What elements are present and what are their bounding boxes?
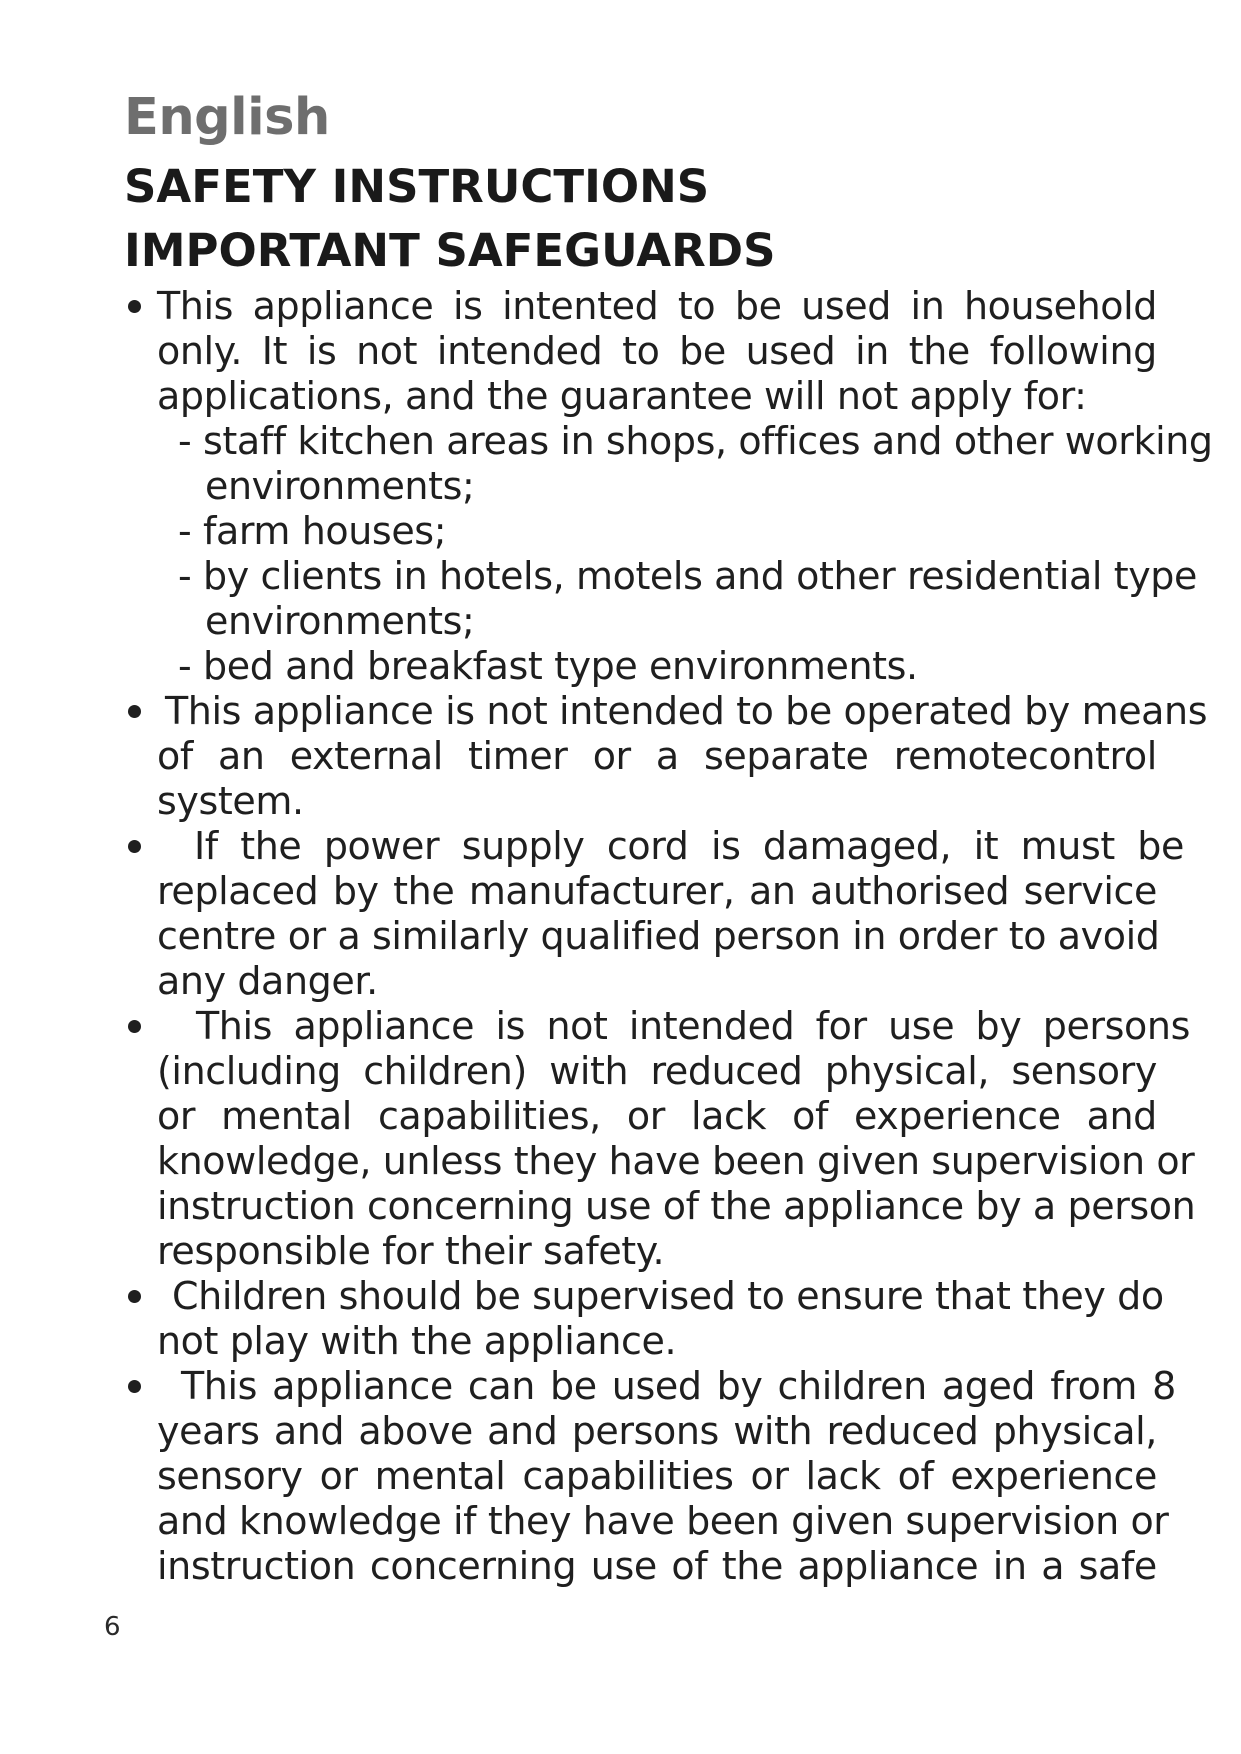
sub-item: - staff kitchen areas in shops, offices and other working <box>178 419 1213 463</box>
word: service <box>1023 869 1157 913</box>
word: reduced <box>826 1409 979 1453</box>
word: is <box>452 284 483 328</box>
text-line: and knowledge if they have been given supervision or <box>157 1499 1169 1543</box>
word: appliance <box>797 1544 979 1588</box>
word: following <box>989 329 1157 373</box>
word: power <box>323 824 440 868</box>
word: replaced <box>157 869 319 913</box>
text-line: instruction concerning use of the appliance by a person <box>157 1184 1196 1228</box>
word: sensory <box>1011 1049 1157 1093</box>
bullet-dot <box>128 1380 141 1393</box>
word: mental <box>221 1094 352 1138</box>
word: used <box>745 329 836 373</box>
word: by <box>332 869 379 913</box>
word: intended <box>436 329 603 373</box>
word: must <box>1020 824 1115 868</box>
word: This <box>181 1364 258 1408</box>
word: is <box>495 1004 526 1048</box>
word: external <box>289 734 443 778</box>
word: only. <box>157 329 243 373</box>
word: aged <box>941 1364 1036 1408</box>
word: of <box>792 1094 828 1138</box>
text-line <box>194 824 1184 869</box>
word: is <box>306 329 337 373</box>
word: appliance <box>293 1004 475 1048</box>
word: This <box>157 284 234 328</box>
word: and <box>487 1409 558 1453</box>
word: not <box>546 1004 608 1048</box>
word: to <box>622 329 660 373</box>
text-line <box>157 284 1157 329</box>
text-line <box>157 734 1157 779</box>
word: lack <box>805 1454 881 1498</box>
text-line <box>181 1364 1176 1409</box>
text-line: centre or a similarly qualified person in order to avoid <box>157 914 1160 958</box>
text-line <box>157 1544 1157 1589</box>
word: children) <box>363 1049 527 1093</box>
word: the <box>721 1544 783 1588</box>
text-line <box>157 869 1157 914</box>
word: experience <box>853 1094 1061 1138</box>
word: can <box>467 1364 535 1408</box>
sub-item: - bed and breakfast type environments. <box>178 644 918 688</box>
word: (including <box>157 1049 341 1093</box>
word: manufacturer, <box>468 869 735 913</box>
word: be <box>550 1364 597 1408</box>
word: authorised <box>810 869 1010 913</box>
page-number: 6 <box>104 1612 121 1642</box>
word: capabilities, <box>377 1094 601 1138</box>
sub-item-continuation: environments; <box>205 464 475 508</box>
word: use <box>888 1004 955 1048</box>
word: remotecontrol <box>893 734 1157 778</box>
word: instruction <box>157 1544 356 1588</box>
word: the <box>240 824 302 868</box>
word: reduced <box>650 1049 803 1093</box>
word: a <box>1041 1544 1065 1588</box>
word: sensory <box>157 1454 303 1498</box>
word: lack <box>690 1094 767 1138</box>
word: by <box>975 1004 1022 1048</box>
text-line: Children should be supervised to ensure that they do <box>172 1274 1164 1318</box>
word: and <box>273 1409 345 1453</box>
word: or <box>319 1454 358 1498</box>
text-line <box>157 1454 1157 1499</box>
text-line: responsible for their safety. <box>157 1229 665 1273</box>
word: physical, <box>824 1049 990 1093</box>
bullet-dot <box>128 840 141 853</box>
word: in <box>855 329 889 373</box>
bullet-dot <box>128 705 141 718</box>
word: an <box>749 869 796 913</box>
word: the <box>908 329 970 373</box>
section-subtitle: IMPORTANT SAFEGUARDS <box>124 224 776 277</box>
text-line: system. <box>157 779 304 823</box>
word: used <box>611 1364 702 1408</box>
word: a <box>655 734 679 778</box>
word: it <box>973 824 999 868</box>
word: safe <box>1078 1544 1157 1588</box>
text-line: applications, and the guarantee will not apply for: <box>157 374 1087 418</box>
word: persons <box>571 1409 719 1453</box>
word: or <box>592 734 631 778</box>
text-line <box>157 1094 1157 1139</box>
word: If <box>194 824 218 868</box>
word: cord <box>606 824 689 868</box>
word: with <box>733 1409 813 1453</box>
word: supply <box>461 824 585 868</box>
word: damaged, <box>762 824 952 868</box>
text-line: knowledge, unless they have been given supervision or <box>157 1139 1195 1183</box>
word: appliance <box>272 1364 453 1408</box>
word: be <box>734 284 782 328</box>
word: the <box>393 869 455 913</box>
word: to <box>677 284 716 328</box>
word: experience <box>950 1454 1157 1498</box>
word: and <box>1086 1094 1157 1138</box>
word: or <box>750 1454 789 1498</box>
text-line <box>157 329 1157 374</box>
word: or <box>626 1094 665 1138</box>
word: children <box>777 1364 927 1408</box>
word: 8 <box>1152 1364 1176 1408</box>
word: physical, <box>992 1409 1157 1453</box>
word: above <box>358 1409 473 1453</box>
word: of <box>897 1454 934 1498</box>
bullet-dot <box>128 300 141 313</box>
word: mental <box>374 1454 506 1498</box>
word: an <box>217 734 265 778</box>
word: of <box>671 1544 708 1588</box>
word: be <box>1137 824 1184 868</box>
word: intented <box>502 284 659 328</box>
word: intended <box>628 1004 795 1048</box>
word: or <box>157 1094 196 1138</box>
word: It <box>261 329 288 373</box>
bullet-dot <box>128 1290 141 1303</box>
word: for <box>815 1004 867 1048</box>
text-line <box>196 1004 1190 1049</box>
word: is <box>710 824 741 868</box>
text-line: not play with the appliance. <box>157 1319 677 1363</box>
word: appliance <box>252 284 434 328</box>
word: use <box>590 1544 657 1588</box>
word: timer <box>468 734 568 778</box>
sub-item: - farm houses; <box>178 509 447 553</box>
word: capabilities <box>522 1454 734 1498</box>
word: separate <box>703 734 869 778</box>
text-line <box>157 1409 1157 1454</box>
word: in <box>910 284 945 328</box>
word: not <box>356 329 418 373</box>
text-line <box>157 1049 1157 1094</box>
text-line: This appliance is not intended to be operated by means <box>165 689 1208 733</box>
word: with <box>549 1049 629 1093</box>
word: from <box>1050 1364 1138 1408</box>
word: persons <box>1042 1004 1190 1048</box>
text-line: any danger. <box>157 959 378 1003</box>
word: household <box>963 284 1157 328</box>
word: in <box>992 1544 1027 1588</box>
sub-item: - by clients in hotels, motels and other residential type <box>178 554 1198 598</box>
word: This <box>196 1004 273 1048</box>
sub-item-continuation: environments; <box>205 599 475 643</box>
word: be <box>679 329 726 373</box>
word: used <box>801 284 891 328</box>
bullet-dot <box>128 1020 141 1033</box>
word: by <box>716 1364 763 1408</box>
word: concerning <box>369 1544 577 1588</box>
word: of <box>157 734 193 778</box>
language-label: English <box>124 88 330 147</box>
section-title: SAFETY INSTRUCTIONS <box>124 160 710 213</box>
word: years <box>157 1409 260 1453</box>
